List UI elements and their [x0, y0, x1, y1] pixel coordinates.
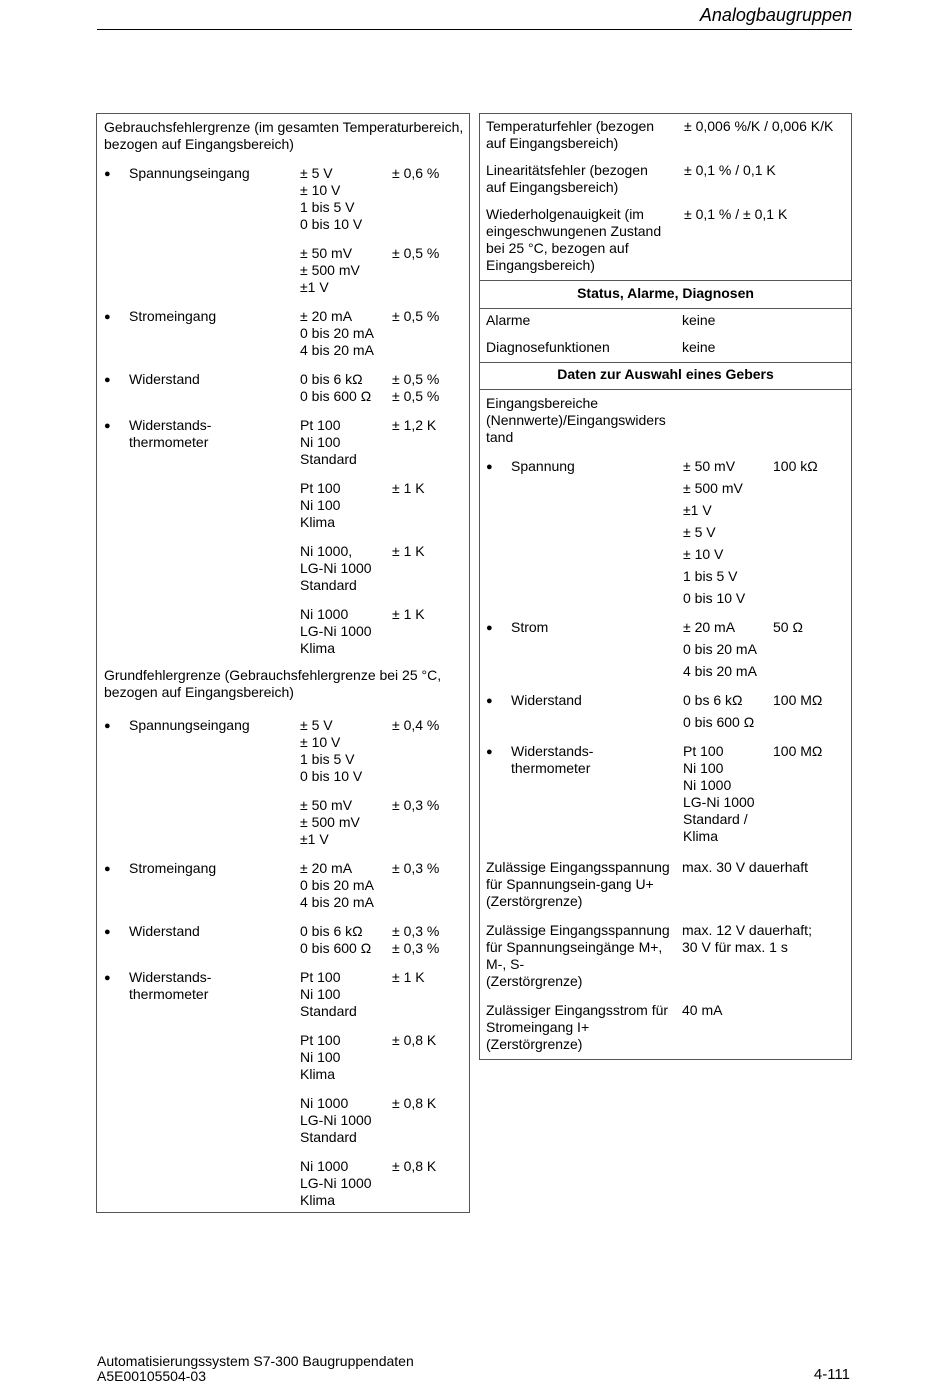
sensor-type: Widerstand: [511, 692, 582, 708]
input-range: Pt 100: [683, 743, 724, 759]
bullet-icon: ●: [104, 374, 111, 386]
input-range: ± 5 V: [300, 717, 333, 733]
error-limits-table: [96, 113, 470, 1213]
input-range: ±1 V: [300, 831, 329, 847]
spec-value: ± 0,1 % / 0,1 K: [684, 162, 776, 178]
input-range: 4 bis 20 mA: [300, 342, 374, 358]
input-range: LG-Ni 1000: [683, 794, 755, 810]
spec-value: keine: [682, 339, 716, 355]
input-range: Pt 100: [300, 969, 341, 985]
input-range: 4 bis 20 mA: [683, 663, 757, 679]
specs-table: [479, 113, 852, 1060]
error-value: ± 0,5 %: [392, 245, 440, 261]
spec-value: max. 12 V dauerhaft;: [682, 922, 812, 938]
error-value: ± 1 K: [392, 606, 425, 622]
row-label: Widerstand: [129, 371, 200, 387]
input-range: Ni 100: [300, 497, 341, 513]
header-rule: [97, 29, 852, 30]
input-range: ± 500 mV: [300, 262, 360, 278]
input-range: ± 20 mA: [300, 308, 353, 324]
input-range: Ni 1000: [683, 777, 732, 793]
spec-label: für Spannungseingänge M+,: [486, 939, 663, 955]
spec-label: Stromeingang I+: [486, 1019, 590, 1035]
spec-label: (Zerstörgrenze): [486, 973, 583, 989]
input-range: LG-Ni 1000: [300, 1112, 372, 1128]
error-value: ± 0,8 K: [392, 1158, 437, 1174]
input-range: Ni 100: [300, 434, 341, 450]
error-value: ± 1 K: [392, 543, 425, 559]
bullet-icon: ●: [486, 461, 493, 473]
spec-label: (Zerstörgrenze): [486, 893, 583, 909]
input-range: Klima: [300, 514, 336, 530]
input-range: ± 20 mA: [683, 619, 736, 635]
bullet-icon: ●: [104, 863, 111, 875]
spec-label: Diagnosefunktionen: [486, 339, 610, 355]
spec-value: keine: [682, 312, 716, 328]
input-range: Klima: [300, 640, 336, 656]
row-label: thermometer: [129, 434, 209, 450]
spec-value: 40 mA: [682, 1002, 723, 1018]
row-label: Spannungseingang: [129, 717, 250, 733]
input-range: Klima: [300, 1192, 336, 1208]
spec-label: auf Eingangsbereich): [486, 179, 619, 195]
running-header-title: Analogbaugruppen: [699, 5, 852, 25]
error-value: ± 1,2 K: [392, 417, 437, 433]
row-label: thermometer: [129, 986, 209, 1002]
input-range: 0 bis 10 V: [300, 216, 363, 232]
input-range: 4 bis 20 mA: [300, 894, 374, 910]
input-range: 0 bis 20 mA: [683, 641, 757, 657]
row-label: Widerstands-: [129, 969, 212, 985]
input-range: LG-Ni 1000: [300, 623, 372, 639]
spec-label: Eingangsbereich): [486, 257, 595, 273]
bullet-icon: ●: [104, 420, 111, 432]
input-range: ± 50 mV: [300, 245, 353, 261]
row-label: Stromeingang: [129, 308, 217, 324]
input-range: ± 20 mA: [300, 860, 353, 876]
input-range: 0 bis 10 V: [683, 590, 746, 606]
bullet-icon: ●: [486, 746, 493, 758]
input-range: LG-Ni 1000: [300, 1175, 372, 1191]
spec-value: max. 30 V dauerhaft: [682, 859, 809, 875]
input-range: ± 500 mV: [300, 814, 360, 830]
input-range: 1 bis 5 V: [300, 751, 355, 767]
error-value: ± 0,3 %: [392, 797, 440, 813]
input-range: 0 bis 20 mA: [300, 877, 374, 893]
section-divider: [480, 280, 851, 281]
input-range: Ni 100: [300, 986, 341, 1002]
spec-label: M-, S-: [486, 956, 525, 972]
spec-label: bei 25 °C, bezogen auf: [486, 240, 629, 256]
input-range: Standard: [300, 1003, 357, 1019]
footer-title: Automatisierungssystem S7-300 Baugruppendaten: [97, 1353, 414, 1369]
input-range: 0 bis 6 kΩ: [300, 923, 363, 939]
input-range: Ni 1000: [300, 1095, 349, 1111]
input-range: Ni 100: [683, 760, 724, 776]
bullet-icon: ●: [104, 311, 111, 323]
spec-label: auf Eingangsbereich): [486, 135, 619, 151]
error-value: ± 0,5 %: [392, 388, 440, 404]
section-heading: bezogen auf Eingangsbereich): [104, 684, 294, 700]
input-range: Ni 100: [300, 1049, 341, 1065]
input-range: ± 10 V: [300, 734, 341, 750]
section-heading-sensor: Daten zur Auswahl eines Gebers: [557, 366, 774, 382]
error-value: ± 0,4 %: [392, 717, 440, 733]
error-value: ± 0,3 %: [392, 860, 440, 876]
input-range: Ni 1000,: [300, 543, 353, 559]
section-divider: [480, 308, 851, 309]
input-range: Ni 1000: [300, 606, 349, 622]
sensor-type: thermometer: [511, 760, 591, 776]
row-label: Widerstands-: [129, 417, 212, 433]
input-range: 0 bis 10 V: [300, 768, 363, 784]
spec-label: (Nennwerte)/Eingangswiders: [486, 412, 666, 428]
section-divider: [480, 389, 851, 390]
input-range: Klima: [300, 1066, 336, 1082]
bullet-icon: ●: [104, 972, 111, 984]
bullet-icon: ●: [104, 168, 111, 180]
spec-label: Eingangsbereiche: [486, 395, 599, 411]
page-number: 4-111: [813, 1366, 850, 1383]
input-range: 0 bs 6 kΩ: [683, 692, 743, 708]
input-range: Pt 100: [300, 1032, 341, 1048]
input-range: ± 10 V: [683, 546, 724, 562]
input-range: ±1 V: [300, 279, 329, 295]
error-value: ± 0,8 K: [392, 1095, 437, 1111]
section-heading: Grundfehlergrenze (Gebrauchsfehlergrenze bei 25 °C,: [104, 667, 442, 683]
input-range: LG-Ni 1000: [300, 560, 372, 576]
section-heading-status: Status, Alarme, Diagnosen: [577, 285, 754, 301]
input-range: ± 5 V: [300, 165, 333, 181]
spec-label: Zulässiger Eingangsstrom für: [486, 1002, 669, 1018]
spec-label: (Zerstörgrenze): [486, 1036, 583, 1052]
input-range: ± 5 V: [683, 524, 716, 540]
input-range: ±1 V: [683, 502, 712, 518]
input-range: ± 50 mV: [683, 458, 736, 474]
input-range: Standard: [300, 451, 357, 467]
bullet-icon: ●: [104, 720, 111, 732]
input-range: ± 500 mV: [683, 480, 743, 496]
input-impedance: 100 MΩ: [773, 743, 823, 759]
input-range: 0 bis 20 mA: [300, 325, 374, 341]
spec-label: Alarme: [486, 312, 531, 328]
spec-label: Zulässige Eingangsspannung: [486, 859, 670, 875]
input-range: 1 bis 5 V: [683, 568, 738, 584]
row-label: Spannungseingang: [129, 165, 250, 181]
section-divider: [480, 362, 851, 363]
spec-label: Wiederholgenauigkeit (im: [486, 206, 644, 222]
error-value: ± 1 K: [392, 480, 425, 496]
sensor-type: Strom: [511, 619, 549, 635]
footer-doc-number: A5E00105504-03: [97, 1368, 206, 1384]
error-value: ± 0,8 K: [392, 1032, 437, 1048]
bullet-icon: ●: [486, 622, 493, 634]
spec-label: für Spannungsein-gang U+: [486, 876, 654, 892]
spec-label: eingeschwungenen Zustand: [486, 223, 662, 239]
error-value: ± 0,3 %: [392, 940, 440, 956]
input-range: 0 bis 600 Ω: [683, 714, 755, 730]
spec-label: Linearitätsfehler (bezogen: [486, 162, 648, 178]
spec-value: 30 V für max. 1 s: [682, 939, 788, 955]
footer-document-info: [97, 1354, 414, 1384]
bullet-icon: ●: [104, 926, 111, 938]
input-range: Pt 100: [300, 480, 341, 496]
input-range: 0 bis 600 Ω: [300, 388, 372, 404]
input-range: Standard: [300, 1129, 357, 1145]
error-value: ± 0,6 %: [392, 165, 440, 181]
input-impedance: 50 Ω: [773, 619, 803, 635]
section-heading: Gebrauchsfehlergrenze (im gesamten Temperaturbereich,: [104, 119, 464, 135]
input-range: 0 bis 600 Ω: [300, 940, 372, 956]
input-range: Standard: [300, 577, 357, 593]
section-heading: bezogen auf Eingangsbereich): [104, 136, 294, 152]
spec-label: Temperaturfehler (bezogen: [486, 118, 655, 134]
spec-value: ± 0,1 % / ± 0,1 K: [684, 206, 788, 222]
spec-label: tand: [486, 429, 514, 445]
row-label: Stromeingang: [129, 860, 217, 876]
input-impedance: 100 kΩ: [773, 458, 818, 474]
input-range: 0 bis 6 kΩ: [300, 371, 363, 387]
input-range: Standard /: [683, 811, 748, 827]
error-value: ± 0,5 %: [392, 308, 440, 324]
error-value: ± 1 K: [392, 969, 425, 985]
input-range: ± 10 V: [300, 182, 341, 198]
spec-value: ± 0,006 %/K / 0,006 K/K: [684, 118, 834, 134]
error-value: ± 0,3 %: [392, 923, 440, 939]
spec-label: Zulässige Eingangsspannung: [486, 922, 670, 938]
input-range: Klima: [683, 828, 719, 844]
sensor-type: Spannung: [511, 458, 575, 474]
sensor-type: Widerstands-: [511, 743, 594, 759]
bullet-icon: ●: [486, 695, 493, 707]
input-range: 1 bis 5 V: [300, 199, 355, 215]
row-label: Widerstand: [129, 923, 200, 939]
error-value: ± 0,5 %: [392, 371, 440, 387]
input-range: ± 50 mV: [300, 797, 353, 813]
input-impedance: 100 MΩ: [773, 692, 823, 708]
input-range: Ni 1000: [300, 1158, 349, 1174]
input-range: Pt 100: [300, 417, 341, 433]
